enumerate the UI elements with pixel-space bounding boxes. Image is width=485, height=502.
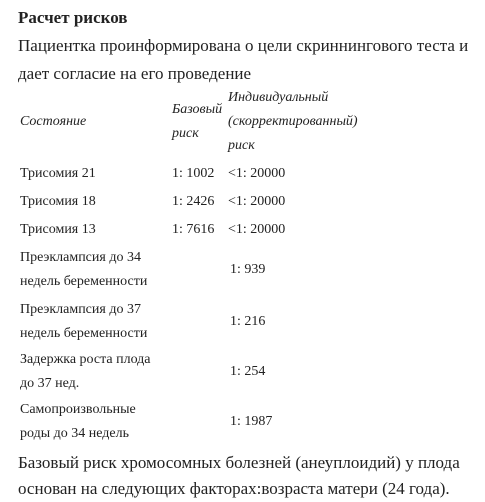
header-base-risk-line2: риск xyxy=(172,126,199,141)
condition-cell: Трисомия 21 xyxy=(20,166,96,181)
condition-line1: Самопроизвольные xyxy=(20,402,136,417)
individual-risk-cell: <1: 20000 xyxy=(228,222,286,237)
individual-risk-cell: <1: 20000 xyxy=(228,194,286,209)
individual-risk-cell: <1: 20000 xyxy=(228,166,286,181)
risk-cell: 1: 216 xyxy=(230,314,266,329)
base-risk-cell: 1: 1002 xyxy=(172,166,215,181)
table-row xyxy=(0,348,485,396)
header-base-risk xyxy=(172,98,232,146)
condition-line1: Задержка роста плода xyxy=(20,352,151,367)
condition-line2: до 37 нед. xyxy=(20,376,80,391)
condition-line2: роды до 34 недель xyxy=(20,426,129,441)
condition-cell xyxy=(20,298,170,346)
condition-cell: Трисомия 13 xyxy=(20,222,96,237)
table-row xyxy=(0,298,485,346)
summary-paragraph: Базовый риск хромосомных болезней (анеуплоидий) у плода основан на следующих факторах:возраста матери (24 года). xyxy=(18,453,460,498)
condition-cell xyxy=(20,348,170,396)
condition-line2: недель беременности xyxy=(20,326,148,341)
intro-paragraph: Пациентка проинформирована о цели скриннингового теста и дает согласие на его проведение xyxy=(18,36,469,83)
condition-line1: Преэклампсия до 34 xyxy=(20,250,141,265)
header-base-risk-line1: Базовый xyxy=(172,102,223,117)
condition-line2: недель беременности xyxy=(20,274,148,289)
header-individual-risk-line2: (скорректированный) xyxy=(228,114,358,129)
header-individual-risk-line1: Индивидуальный xyxy=(228,90,329,105)
condition-cell: Трисомия 18 xyxy=(20,194,96,209)
table-row xyxy=(0,246,485,294)
condition-cell xyxy=(20,246,170,294)
condition-cell xyxy=(20,398,170,446)
header-condition: Состояние xyxy=(20,114,87,129)
condition-line1: Преэклампсия до 37 xyxy=(20,302,141,317)
risk-cell: 1: 939 xyxy=(230,262,266,277)
base-risk-cell: 1: 7616 xyxy=(172,222,215,237)
header-individual-risk xyxy=(228,86,378,158)
table-header-row xyxy=(0,86,485,158)
table-row xyxy=(0,398,485,446)
risk-cell: 1: 1987 xyxy=(230,414,273,429)
base-risk-cell: 1: 2426 xyxy=(172,194,215,209)
risk-cell: 1: 254 xyxy=(230,364,266,379)
section-title: Расчет рисков xyxy=(18,8,128,27)
header-individual-risk-line3: риск xyxy=(228,138,255,153)
